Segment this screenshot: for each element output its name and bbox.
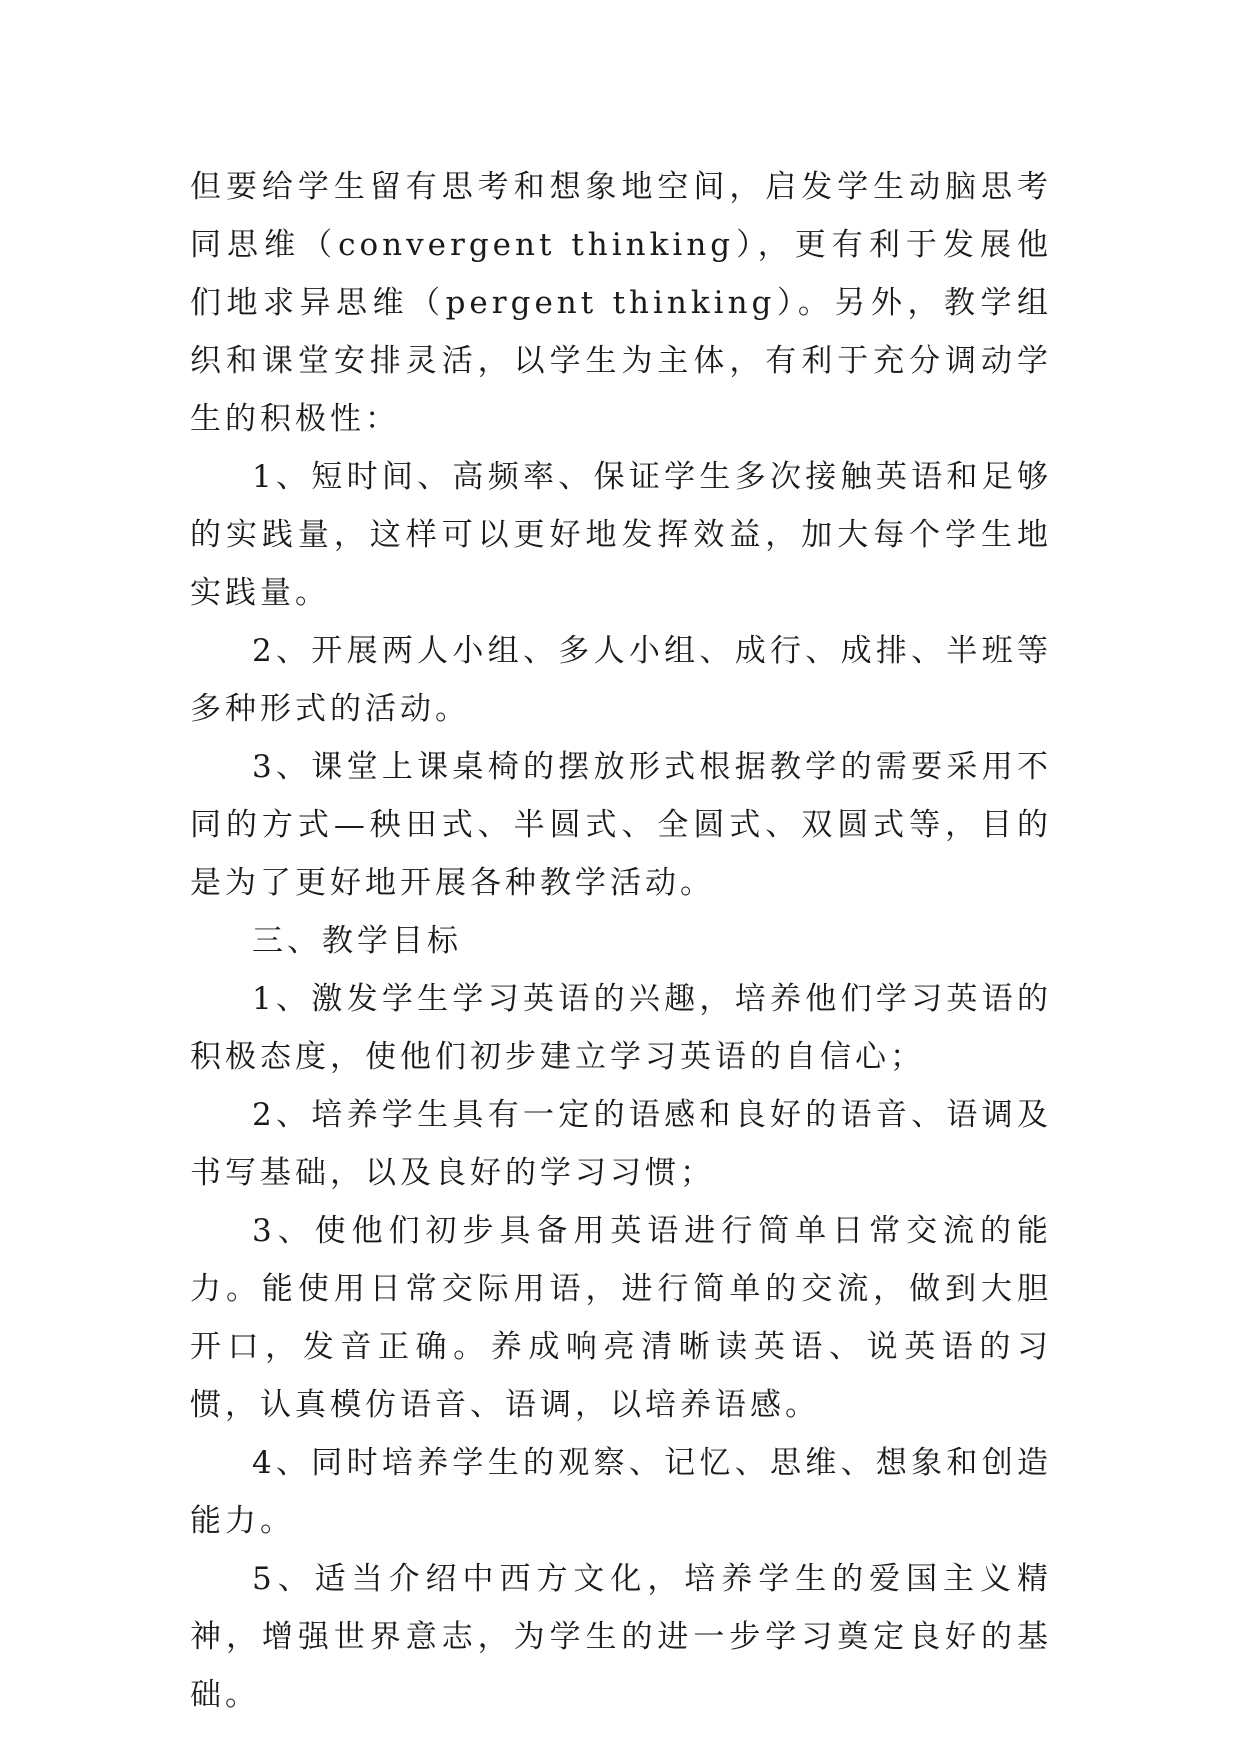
goal-item-5: 5、适当介绍中西方文化，培养学生的爱国主义精神，增强世界意志，为学生的进一步学习奠定良好的基础。 xyxy=(190,1561,1052,1713)
goal-item-3: 3、使他们初步具备用英语进行简单日常交流的能力。能使用日常交际用语，进行简单的交流，做到大胆开口，发音正确。养成响亮清晰读英语、说英语的习惯，认真模仿语音、语调，以培养语感。 xyxy=(190,1213,1052,1423)
section-heading: 三、教学目标 xyxy=(252,923,462,959)
document-body xyxy=(190,158,1052,1724)
goal-item-4: 4、同时培养学生的观察、记忆、思维、想象和创造能力。 xyxy=(190,1445,1052,1539)
goal-item-2: 2、培养学生具有一定的语感和良好的语音、语调及书写基础，以及良好的学习习惯； xyxy=(190,1097,1052,1191)
paragraph-item-3: 3、课堂上课桌椅的摆放形式根据教学的需要采用不同的方式—秧田式、半圆式、全圆式、双圆式等，目的是为了更好地开展各种教学活动。 xyxy=(190,749,1052,901)
goal-item-1: 1、激发学生学习英语的兴趣，培养他们学习英语的积极态度，使他们初步建立学习英语的自信心； xyxy=(190,981,1052,1075)
paragraph-intro: 但要给学生留有思考和想象地空间，启发学生动脑思考同思维（convergent thinking），更有利于发展他们地求异思维（pergent thinking）。另外，教学组织和课堂安排灵活，以学生为主体，有利于充分调动学生的积极性： xyxy=(190,169,1052,437)
paragraph-item-2: 2、开展两人小组、多人小组、成行、成排、半班等多种形式的活动。 xyxy=(190,633,1052,727)
paragraph-item-1: 1、短时间、高频率、保证学生多次接触英语和足够的实践量，这样可以更好地发挥效益，加大每个学生地实践量。 xyxy=(190,459,1052,611)
